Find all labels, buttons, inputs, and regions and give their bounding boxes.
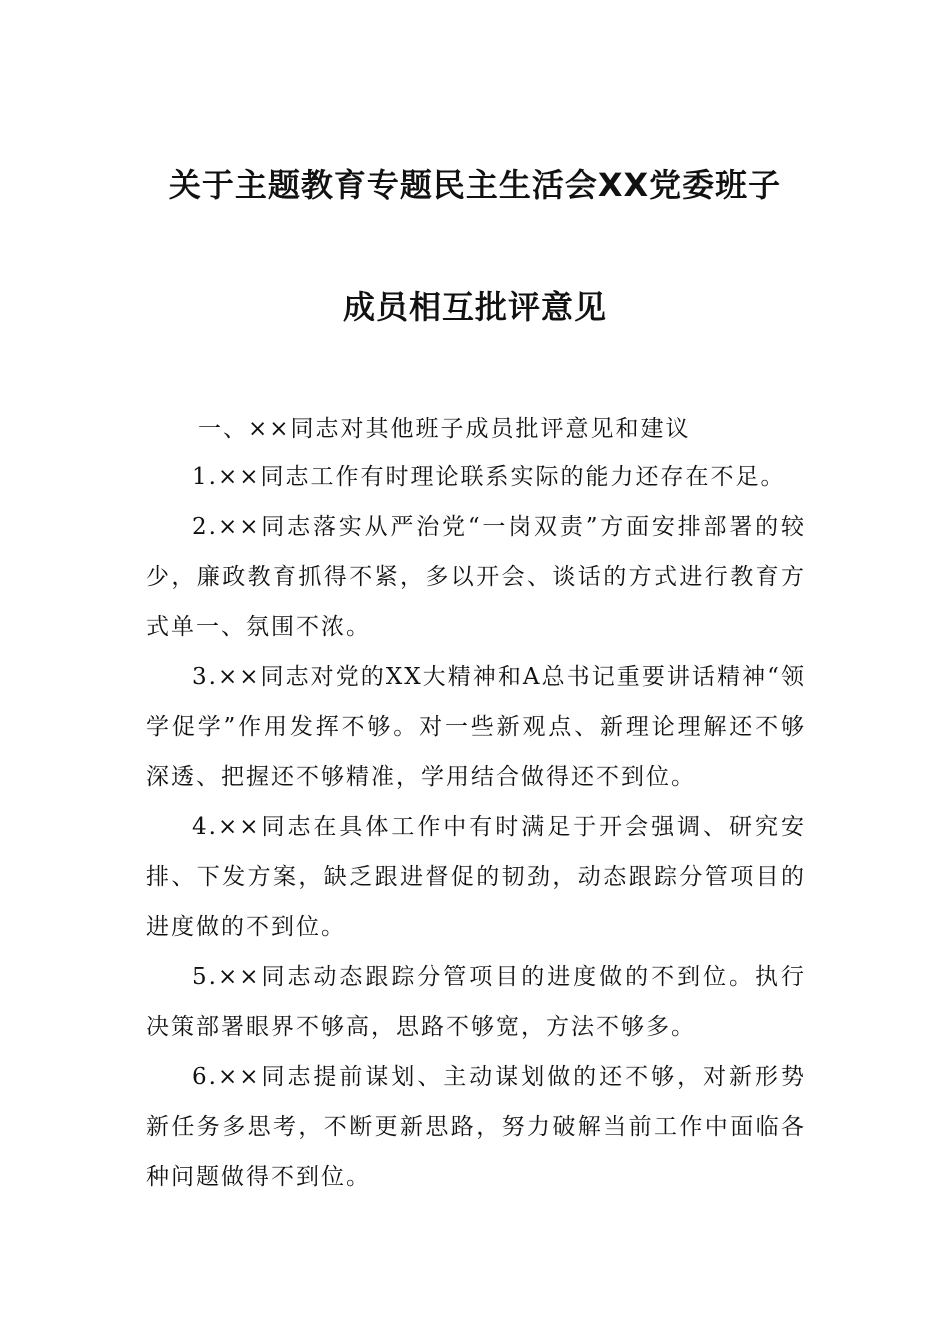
list-item: 1.××同志工作有时理论联系实际的能力还存在不足。 xyxy=(192,464,786,490)
document-title-line-2: 成员相互批评意见 xyxy=(342,288,607,326)
list-item: 6.××同志提前谋划、主动谋划做的还不够，对新形势新任务多思考，不断更新思路，努力破解当前工作中面临各种问题做得不到位。 xyxy=(146,1064,806,1190)
section-heading: 一、××同志对其他班子成员批评意见和建议 xyxy=(198,416,691,442)
list-item: 3.××同志对党的XX大精神和A总书记重要讲话精神“领学促学”作用发挥不够。对一些新观点、新理论理解还不够深透、把握还不够精准，学用结合做得还不到位。 xyxy=(146,664,806,790)
list-item: 5.××同志动态跟踪分管项目的进度做的不到位。执行决策部署眼界不够高，思路不够宽，方法不够多。 xyxy=(146,964,806,1040)
list-item: 4.××同志在具体工作中有时满足于开会强调、研究安排、下发方案，缺乏跟进督促的韧劲，动态跟踪分管项目的进度做的不到位。 xyxy=(146,814,806,940)
document-title-line-1: 关于主题教育专题民主生活会XX党委班子 xyxy=(168,166,782,204)
list-item: 2.××同志落实从严治党“一岗双责”方面安排部署的较少，廉政教育抓得不紧，多以开会、谈话的方式进行教育方式单一、氛围不浓。 xyxy=(146,514,806,640)
item-list xyxy=(146,452,806,1202)
